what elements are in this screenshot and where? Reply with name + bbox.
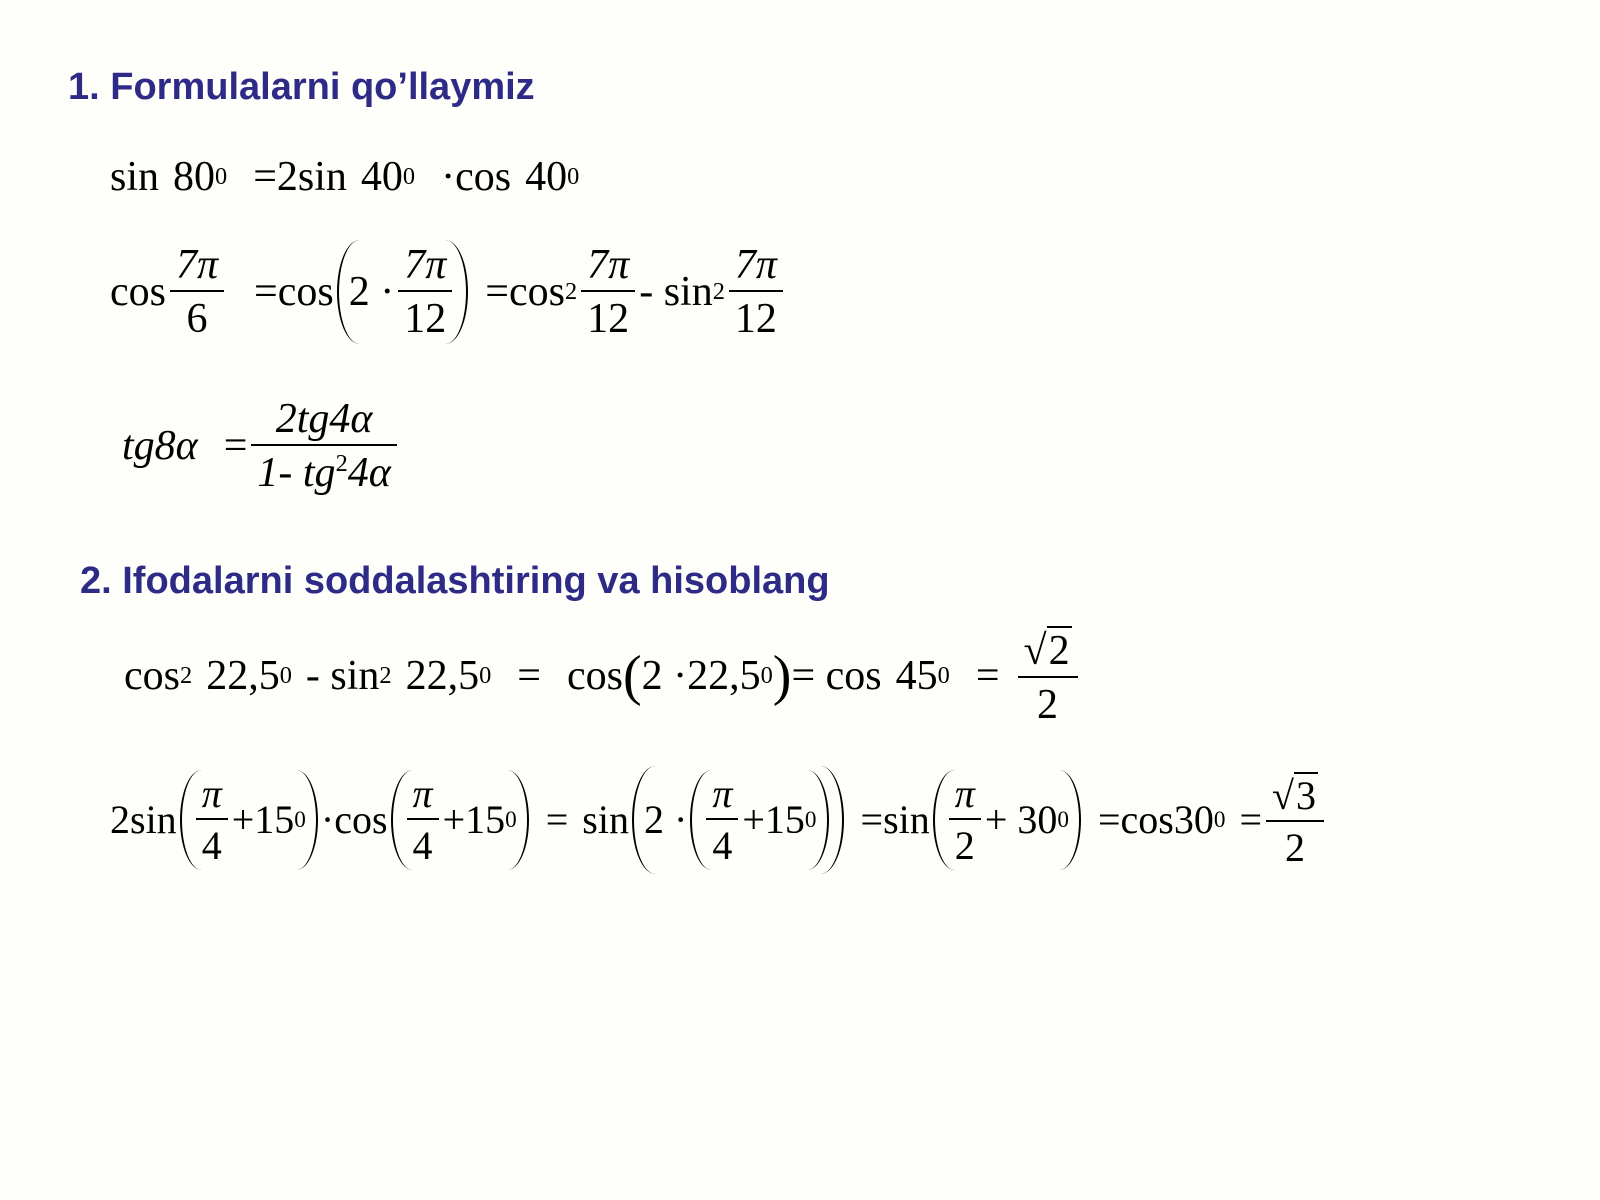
section-heading-2: 2. Ifodalarni soddalashtiring va hisoblang bbox=[80, 560, 830, 602]
parenthesis-group-outer: 2 · $\frac{\pi}{4}$ +15 0 bbox=[632, 766, 844, 874]
equals-two: =2 bbox=[253, 154, 298, 200]
fraction: $\frac{7\pi}{12}$ bbox=[729, 244, 783, 340]
equals-cos: =cos bbox=[254, 269, 334, 315]
parenthesis-group: $\frac{\pi}{4}$ +15 0 bbox=[180, 770, 318, 870]
expression-cos-45: cos 2 22,5 0 - sin 2 22,5 0 = cos ( 2 ·22,5 0 ) = cos 45 0 = √ 2 2 bbox=[124, 626, 1082, 726]
equals: = bbox=[223, 423, 248, 469]
parenthesis-group: $\frac{\pi}{2}$ + 30 0 bbox=[933, 770, 1081, 870]
sin-fn: sin bbox=[297, 154, 347, 200]
fraction-sqrt3-over-2: √ 3 2 bbox=[1266, 772, 1324, 868]
formula-cos-double-angle: cos $\frac{7\pi}{6}$ =cos 2 · $\frac{7\pi}{12}$ =cos 2 $\frac{7\pi}{12}$ - sin 2 $\frac{7\pi}{12}$ bbox=[110, 240, 787, 344]
parenthesis-group: 2 · $\frac{7\pi}{12}$ bbox=[337, 240, 469, 344]
minus-sin: - sin bbox=[639, 269, 713, 315]
dot-cos: ·cos bbox=[441, 154, 512, 200]
fraction: $\frac{7\pi}{12}$ bbox=[398, 244, 452, 340]
section-heading-1: 1. Formulalarni qo’llaymiz bbox=[68, 66, 535, 108]
arg: 80 bbox=[173, 154, 216, 200]
fraction: $\frac{7\pi}{12}$ bbox=[581, 244, 635, 340]
equals-cos: =cos bbox=[485, 269, 565, 315]
expression-cos-30: 2sin $\frac{\pi}{4}$ +15 0 ·cos $\frac{\pi}{4}$ +15 0 = sin 2 · $\frac{\pi}{4}$ +15 0 =sin $\frac{\pi}{2}$ + 30 0 =cos 30 0 = √ 3 2 bbox=[110, 766, 1328, 874]
fraction: $\frac{2tg4\alpha}{1- tg^24\alpha}$ bbox=[251, 398, 396, 494]
arg: 40 bbox=[525, 154, 568, 200]
arg: 40 bbox=[360, 154, 403, 200]
cos-fn: cos bbox=[110, 269, 166, 315]
formula-tg-double-angle bbox=[122, 398, 401, 494]
parenthesis-group-inner: $\frac{\pi}{4}$ +15 0 bbox=[690, 770, 828, 870]
fraction-sqrt2-over-2: √ 2 2 bbox=[1018, 626, 1078, 726]
sin-fn: sin bbox=[110, 154, 160, 200]
fraction: $\frac{7\pi}{6}$ bbox=[170, 244, 224, 340]
formula-sin-double-angle: sin 80 0 =2 sin 40 0 ·cos 40 0 bbox=[110, 154, 580, 200]
tg-lhs: tg8α bbox=[122, 423, 198, 469]
parenthesis-group: $\frac{\pi}{4}$ +15 0 bbox=[391, 770, 529, 870]
